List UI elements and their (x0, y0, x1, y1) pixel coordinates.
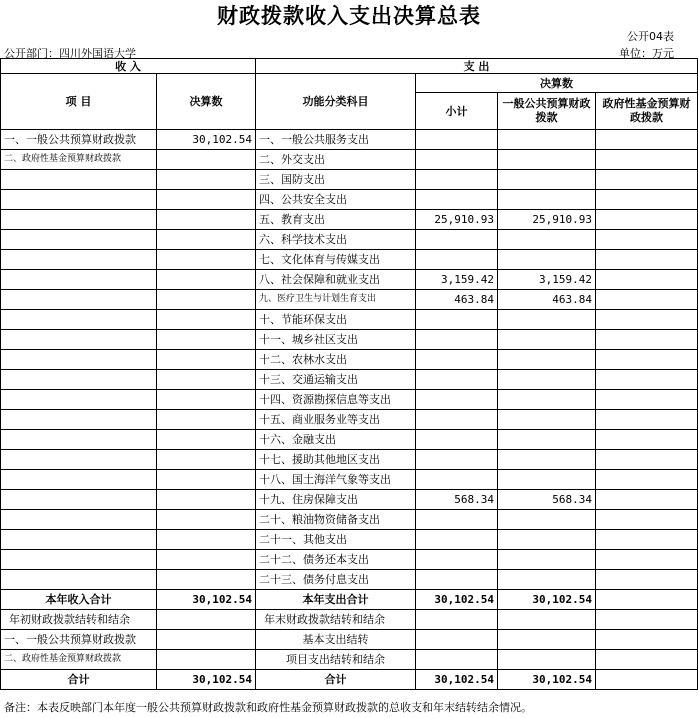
table-row (1, 170, 698, 190)
func-category-cell: 六、科学技术支出 (256, 230, 416, 250)
income-amount-cell (157, 410, 256, 430)
subtotal-cell (416, 170, 498, 190)
gov-fund-cell (596, 530, 698, 550)
gov-fund-cell (596, 190, 698, 210)
general-budget-cell (498, 430, 596, 450)
income-amount-cell (157, 510, 256, 530)
general-budget-cell (498, 370, 596, 390)
gov-fund-cell (596, 450, 698, 470)
income-amount-cell (157, 190, 256, 210)
form-number: 公开04表 (627, 30, 674, 43)
gov-fund-cell (596, 170, 698, 190)
income-item-cell (1, 470, 157, 490)
year-expense-subtotal: 30,102.54 (416, 590, 498, 610)
income-item-cell: 二、政府性基金预算财政拨款 (1, 150, 157, 170)
income-item-cell (1, 170, 157, 190)
general-budget-cell (498, 150, 596, 170)
func-category-cell: 二十二、债务还本支出 (256, 550, 416, 570)
table-row (1, 550, 698, 570)
general-budget-cell: 568.34 (498, 490, 596, 510)
carry-func-cell: 年末财政拨款结转和结余 (256, 610, 416, 630)
func-category-cell: 二十、粮油物资储备支出 (256, 510, 416, 530)
income-item-cell: 一、一般公共预算财政拨款 (1, 130, 157, 150)
income-amount-cell (157, 230, 256, 250)
grand-expense-total-label: 合计 (256, 670, 416, 690)
income-amount-cell (157, 550, 256, 570)
income-amount-cell (157, 490, 256, 510)
income-amount-cell (157, 570, 256, 590)
subtotal-cell (416, 130, 498, 150)
general-budget-cell (498, 250, 596, 270)
income-amount-cell (157, 330, 256, 350)
income-item-cell (1, 350, 157, 370)
gov-fund-cell (596, 210, 698, 230)
income-amount-cell (157, 370, 256, 390)
general-budget-cell (498, 310, 596, 330)
carry-income-amount-cell (157, 650, 256, 670)
subtotal-cell: 463.84 (416, 290, 498, 310)
income-amount-header: 决算数 (157, 74, 256, 130)
carry-general-cell (498, 610, 596, 630)
income-item-cell (1, 210, 157, 230)
income-item-cell (1, 490, 157, 510)
gov-fund-cell (596, 490, 698, 510)
subtotal-cell (416, 330, 498, 350)
subtotal-cell: 568.34 (416, 490, 498, 510)
gov-fund-cell (596, 150, 698, 170)
expense-header: 支 出 (256, 59, 698, 74)
carry-subtotal-cell (416, 630, 498, 650)
table-row (1, 610, 698, 630)
func-category-cell: 三、国防支出 (256, 170, 416, 190)
func-category-cell: 一、一般公共服务支出 (256, 130, 416, 150)
gov-fund-cell (596, 230, 698, 250)
department-label: 公开部门：四川外国语大学 (4, 47, 136, 60)
func-category-cell: 十三、交通运输支出 (256, 370, 416, 390)
carry-income-amount-cell (157, 610, 256, 630)
carry-fund-cell (596, 650, 698, 670)
gov-fund-cell (596, 270, 698, 290)
year-income-total: 30,102.54 (157, 590, 256, 610)
carry-func-cell: 基本支出结转 (256, 630, 416, 650)
income-amount-cell (157, 390, 256, 410)
carry-general-cell (498, 630, 596, 650)
final-accounts-table (0, 58, 698, 690)
income-amount-cell (157, 530, 256, 550)
general-budget-cell (498, 470, 596, 490)
carry-func-cell: 项目支出结转和结余 (256, 650, 416, 670)
table-row (1, 650, 698, 670)
general-budget-cell: 3,159.42 (498, 270, 596, 290)
gov-fund-cell (596, 290, 698, 310)
general-budget-cell: 463.84 (498, 290, 596, 310)
table-row (1, 510, 698, 530)
func-category-cell: 九、医疗卫生与计划生育支出 (256, 290, 416, 310)
income-item-cell (1, 410, 157, 430)
gov-fund-cell (596, 390, 698, 410)
func-category-cell: 十四、资源勘探信息等支出 (256, 390, 416, 410)
income-item-cell (1, 290, 157, 310)
income-amount-cell (157, 150, 256, 170)
table-row (1, 430, 698, 450)
general-budget-cell (498, 510, 596, 530)
income-item-cell (1, 250, 157, 270)
carry-income-amount-cell (157, 630, 256, 650)
income-item-cell (1, 310, 157, 330)
grand-expense-subtotal: 30,102.54 (416, 670, 498, 690)
general-budget-cell (498, 570, 596, 590)
func-category-cell: 二、外交支出 (256, 150, 416, 170)
subtotal-cell (416, 370, 498, 390)
year-income-total-label: 本年收入合计 (1, 590, 157, 610)
func-category-cell: 五、教育支出 (256, 210, 416, 230)
carry-fund-cell (596, 630, 698, 650)
subtotal-cell: 3,159.42 (416, 270, 498, 290)
subtotal-cell (416, 530, 498, 550)
subtotal-cell (416, 430, 498, 450)
table-row (1, 630, 698, 650)
subtotal-cell (416, 450, 498, 470)
gov-fund-cell (596, 550, 698, 570)
income-item-cell (1, 450, 157, 470)
func-category-cell: 七、文化体育与传媒支出 (256, 250, 416, 270)
income-item-cell (1, 370, 157, 390)
income-amount-cell: 30,102.54 (157, 130, 256, 150)
grand-expense-fund (596, 670, 698, 690)
table-row (1, 410, 698, 430)
general-budget-cell (498, 330, 596, 350)
carry-income-item-cell: 二、政府性基金预算财政拨款 (1, 650, 157, 670)
gov-fund-cell (596, 370, 698, 390)
func-category-cell: 二十三、债务付息支出 (256, 570, 416, 590)
gov-fund-cell (596, 510, 698, 530)
func-category-cell: 十九、住房保障支出 (256, 490, 416, 510)
table-row (1, 190, 698, 210)
subtotal-cell (416, 410, 498, 430)
func-category-cell: 十一、城乡社区支出 (256, 330, 416, 350)
income-amount-cell (157, 470, 256, 490)
subtotal-cell: 25,910.93 (416, 210, 498, 230)
func-category-cell: 十八、国土海洋气象等支出 (256, 470, 416, 490)
carry-subtotal-cell (416, 610, 498, 630)
subtotal-cell (416, 570, 498, 590)
subtotal-cell (416, 310, 498, 330)
gov-fund-cell (596, 330, 698, 350)
carry-income-item-cell: 一、一般公共预算财政拨款 (1, 630, 157, 650)
carry-income-item-cell: 年初财政拨款结转和结余 (1, 610, 157, 630)
func-category-cell: 十五、商业服务业等支出 (256, 410, 416, 430)
income-amount-cell (157, 430, 256, 450)
carry-general-cell (498, 650, 596, 670)
income-item-cell (1, 530, 157, 550)
final-accounts-header: 决算数 (416, 74, 698, 93)
table-row (1, 250, 698, 270)
general-budget-cell (498, 190, 596, 210)
general-budget-cell (498, 130, 596, 150)
table-row (1, 270, 698, 290)
general-budget-header: 一般公共预算财政拨款 (498, 93, 596, 130)
table-row (1, 370, 698, 390)
income-amount-cell (157, 270, 256, 290)
subtotal-cell (416, 470, 498, 490)
table-row (1, 470, 698, 490)
income-item-cell (1, 230, 157, 250)
gov-fund-header: 政府性基金预算财政拨款 (596, 93, 698, 130)
income-header: 收 入 (1, 59, 256, 74)
table-row (1, 390, 698, 410)
gov-fund-cell (596, 570, 698, 590)
table-row (1, 530, 698, 550)
income-item-cell (1, 330, 157, 350)
table-row (1, 490, 698, 510)
gov-fund-cell (596, 410, 698, 430)
year-expense-total-label: 本年支出合计 (256, 590, 416, 610)
income-item-cell (1, 510, 157, 530)
subtotal-cell (416, 510, 498, 530)
subtotal-cell (416, 150, 498, 170)
income-item-cell (1, 390, 157, 410)
table-row (1, 290, 698, 310)
income-item-cell (1, 190, 157, 210)
general-budget-cell: 25,910.93 (498, 210, 596, 230)
income-item-cell (1, 570, 157, 590)
func-category-cell: 十二、农林水支出 (256, 350, 416, 370)
gov-fund-cell (596, 430, 698, 450)
table-row (1, 450, 698, 470)
subtotal-cell (416, 230, 498, 250)
general-budget-cell (498, 350, 596, 370)
subtotal-cell (416, 550, 498, 570)
table-row (1, 150, 698, 170)
income-item-cell (1, 430, 157, 450)
item-header: 项 目 (1, 74, 157, 130)
func-category-cell: 十六、金融支出 (256, 430, 416, 450)
income-amount-cell (157, 450, 256, 470)
gov-fund-cell (596, 470, 698, 490)
func-category-cell: 四、公共安全支出 (256, 190, 416, 210)
table-row (1, 570, 698, 590)
footnote: 备注：本表反映部门本年度一般公共预算财政拨款和政府性基金预算财政拨款的总收支和年末结转结余情况。 (4, 701, 532, 714)
subtotal-cell (416, 390, 498, 410)
carry-fund-cell (596, 610, 698, 630)
gov-fund-cell (596, 310, 698, 330)
subtotal-cell (416, 250, 498, 270)
func-category-cell: 十七、援助其他地区支出 (256, 450, 416, 470)
general-budget-cell (498, 530, 596, 550)
func-category-cell: 八、社会保障和就业支出 (256, 270, 416, 290)
general-budget-cell (498, 410, 596, 430)
subtotal-header: 小计 (416, 93, 498, 130)
general-budget-cell (498, 390, 596, 410)
grand-income-total-label: 合计 (1, 670, 157, 690)
income-item-cell (1, 550, 157, 570)
income-amount-cell (157, 310, 256, 330)
gov-fund-cell (596, 350, 698, 370)
table-row (1, 310, 698, 330)
table-row (1, 210, 698, 230)
income-amount-cell (157, 290, 256, 310)
year-expense-general: 30,102.54 (498, 590, 596, 610)
subtotal-cell (416, 190, 498, 210)
func-category-header: 功能分类科目 (256, 74, 416, 130)
general-budget-cell (498, 550, 596, 570)
table-row (1, 230, 698, 250)
gov-fund-cell (596, 130, 698, 150)
income-amount-cell (157, 250, 256, 270)
table-row (1, 130, 698, 150)
income-amount-cell (157, 170, 256, 190)
income-amount-cell (157, 350, 256, 370)
income-amount-cell (157, 210, 256, 230)
general-budget-cell (498, 170, 596, 190)
general-budget-cell (498, 450, 596, 470)
func-category-cell: 二十一、其他支出 (256, 530, 416, 550)
year-expense-fund (596, 590, 698, 610)
grand-expense-general: 30,102.54 (498, 670, 596, 690)
gov-fund-cell (596, 250, 698, 270)
unit-label: 单位：万元 (619, 47, 674, 60)
carry-subtotal-cell (416, 650, 498, 670)
subtotal-cell (416, 350, 498, 370)
grand-income-total: 30,102.54 (157, 670, 256, 690)
report-title: 财政拨款收入支出决算总表 (217, 4, 481, 28)
func-category-cell: 十、节能环保支出 (256, 310, 416, 330)
table-row (1, 350, 698, 370)
table-row (1, 330, 698, 350)
general-budget-cell (498, 230, 596, 250)
income-item-cell (1, 270, 157, 290)
